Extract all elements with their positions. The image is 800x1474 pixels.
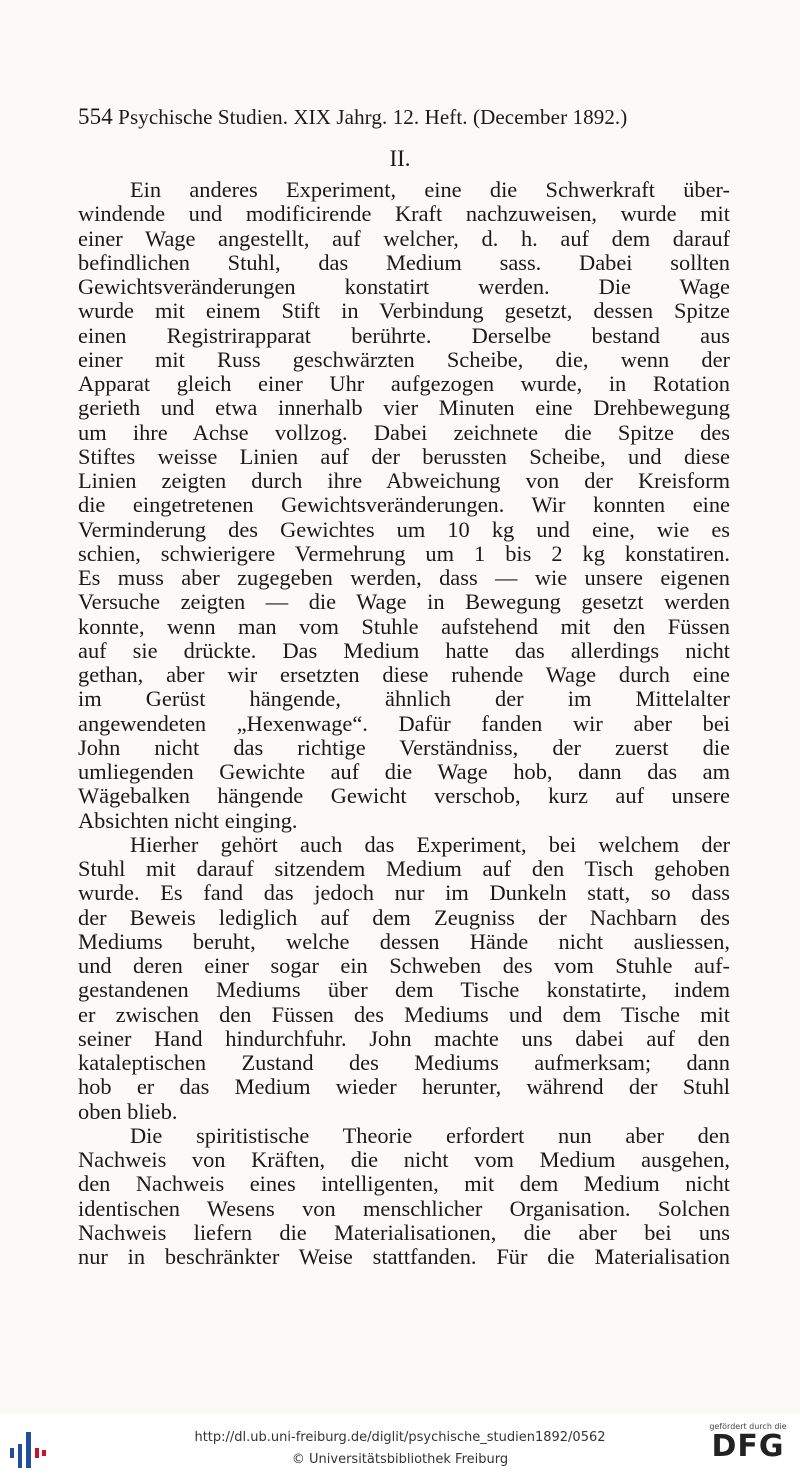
text-line: im Gerüst hängende, ähnlich der im Mittelalter	[78, 686, 730, 712]
text-line: Verminderung des Gewichtes um 10 kg und eine, wie es	[78, 516, 730, 542]
text-line: Hierher gehört auch das Experiment, bei welchem der	[130, 831, 730, 857]
text-line: nur in beschränkter Weise stattfanden. Für die Materialisation	[78, 1244, 730, 1269]
text-line: John nicht das richtige Verständniss, der zuerst die	[78, 734, 730, 760]
funder-logo-text: DFG	[711, 1429, 785, 1464]
text-line: windende und modificirende Kraft nachzuweisen, wurde mit	[78, 201, 730, 227]
text-line: Die spiritistische Theorie erfordert nun aber den	[130, 1122, 730, 1148]
text-line: kataleptischen Zustand des Mediums aufmerksam; dann	[78, 1050, 730, 1075]
body-text	[78, 178, 730, 1269]
text-line: umliegenden Gewichte auf die Wage hob, dann das am	[78, 759, 730, 784]
text-line: er zwischen den Füssen des Mediums und dem Tische mit	[78, 1001, 730, 1027]
paragraph-2	[78, 833, 730, 1124]
text-line: Gewichtsveränderungen konstatirt werden. Die Wage	[78, 274, 730, 299]
running-title: Psychische Studien. XIX Jahrg. 12. Heft. (December 1892.)	[118, 105, 628, 129]
text-line: Nachweis liefern die Materialisationen, die aber bei uns	[78, 1219, 730, 1245]
text-line: Linien zeigten durch ihre Abweichung von der Kreisform	[78, 468, 730, 493]
text-line: identischen Wesens von menschlicher Organisation. Solchen	[78, 1195, 730, 1221]
text-line: schien, schwierigere Vermehrung um 1 bis 2 kg konstatiren.	[78, 540, 730, 566]
text-line: einer Wage angestellt, auf welcher, d. h. auf dem darauf	[78, 225, 730, 251]
text-line: Ein anderes Experiment, eine die Schwerkraft über-	[130, 177, 730, 202]
funder-caption: gefördert durch die	[709, 1422, 787, 1431]
page-number: 554	[78, 104, 113, 129]
text-line: konnte, wenn man vom Stuhle aufstehend mit den Füssen	[78, 613, 730, 639]
text-line: Wägebalken hängende Gewicht verschob, kurz auf unsere	[78, 783, 730, 809]
text-line: einen Registrirapparat berührte. Derselbe bestand aus	[78, 322, 730, 348]
text-line: Es muss aber zugegeben werden, dass — wie unsere eigenen	[78, 565, 730, 590]
text-line: Stuhl mit darauf sitzendem Medium auf den Tisch gehoben	[78, 856, 730, 881]
dfg-logo	[706, 1422, 790, 1470]
text-line: der Beweis lediglich auf dem Zeugniss der Nachbarn des	[78, 904, 730, 930]
text-line: den Nachweis eines intelligenten, mit dem Medium nicht	[78, 1171, 730, 1197]
text-line: auf sie drückte. Das Medium hatte das allerdings nicht	[78, 637, 730, 663]
text-line: oben blieb.	[78, 1098, 178, 1124]
text-line: gestandenen Mediums über dem Tische konstatirte, indem	[78, 977, 730, 1003]
paragraph-3	[78, 1124, 730, 1270]
text-line: Mediums beruht, welche dessen Hände nicht ausliessen,	[78, 928, 730, 954]
text-line: angewendeten „Hexenwage“. Dafür fanden wir aber bei	[78, 710, 730, 736]
text-line: und deren einer sogar ein Schweben des vom Stuhle auf-	[78, 953, 730, 978]
text-line: gethan, aber wir ersetzten diese ruhende Wage durch eine	[78, 662, 730, 687]
text-line: um ihre Achse vollzog. Dabei zeichnete die Spitze des	[78, 419, 730, 445]
text-line: wurde mit einem Stift in Verbindung gesetzt, dessen Spitze	[78, 298, 730, 324]
viewer-footer	[0, 1414, 800, 1474]
text-line: die eingetretenen Gewichtsveränderungen. Wir konnten eine	[78, 492, 730, 518]
text-line: Apparat gleich einer Uhr aufgezogen wurde, in Rotation	[78, 371, 730, 396]
section-number: II.	[389, 146, 411, 171]
text-line: wurde. Es fand das jedoch nur im Dunkeln statt, so dass	[78, 880, 730, 906]
text-line: Stiftes weisse Linien auf der berussten Scheibe, und diese	[78, 443, 730, 469]
running-header	[78, 104, 730, 130]
copyright-notice: © Universitätsbibliothek Freiburg	[291, 1452, 509, 1467]
text-line: hob er das Medium wieder herunter, während der Stuhl	[78, 1074, 730, 1100]
text-line: Versuche zeigten — die Wage in Bewegung gesetzt werden	[78, 589, 730, 615]
text-line: Nachweis von Kräften, die nicht vom Medium ausgehen,	[78, 1147, 730, 1172]
text-line: Absichten nicht einging.	[78, 807, 298, 833]
text-line: befindlichen Stuhl, das Medium sass. Dabei sollten	[78, 249, 730, 275]
paragraph-1	[78, 178, 730, 833]
text-line: gerieth und etwa innerhalb vier Minuten eine Drehbewegung	[78, 395, 730, 421]
text-line: einer mit Russ geschwärzten Scheibe, die, wenn der	[78, 346, 730, 372]
permalink-url[interactable]: http://dl.ub.uni-freiburg.de/diglit/psychische_studien1892/0562	[194, 1430, 606, 1445]
text-line: seiner Hand hindurchfuhr. John machte uns dabei auf den	[78, 1025, 730, 1051]
